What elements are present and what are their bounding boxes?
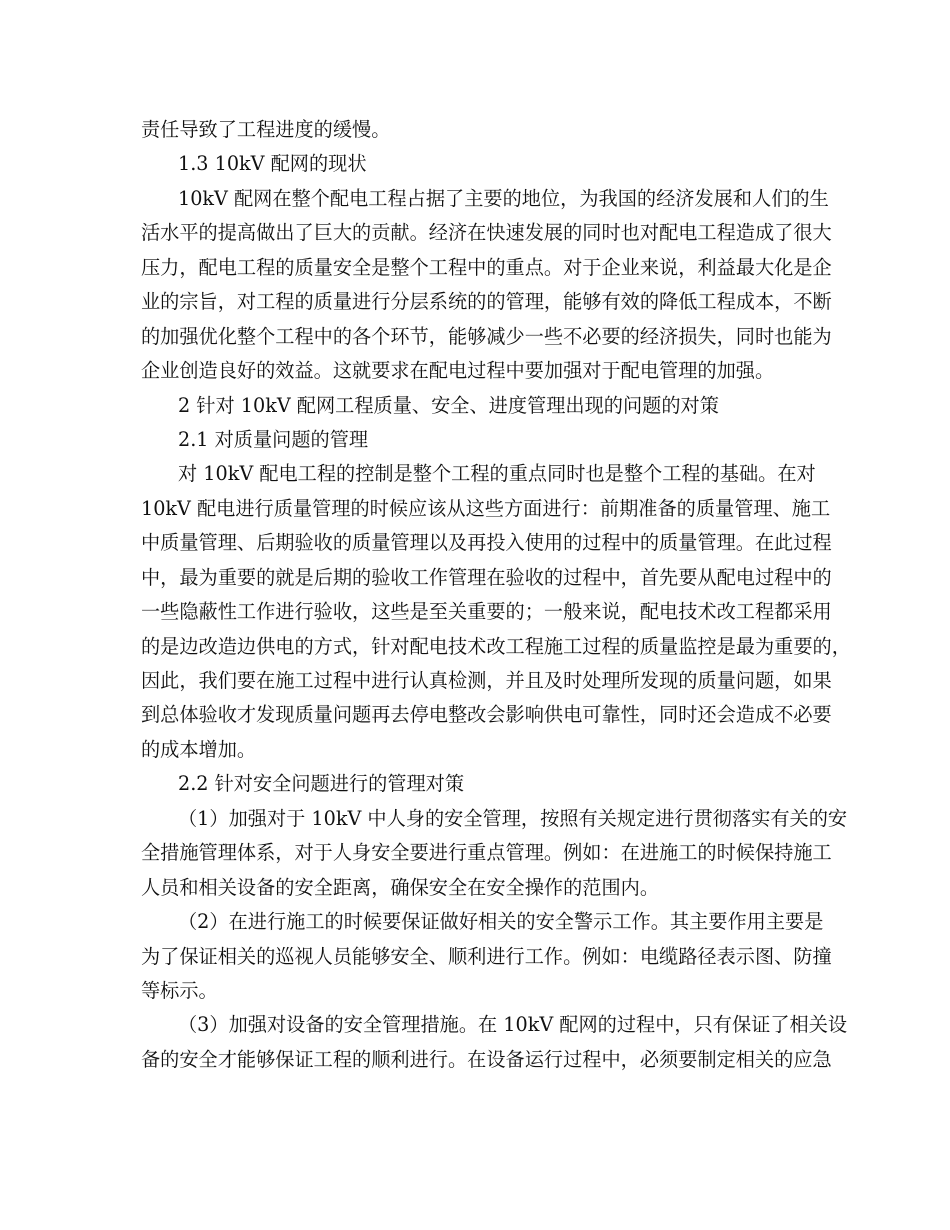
document-body <box>141 113 851 1077</box>
list-item-line: （1）加强对于 10kV 中人身的安全管理，按照有关规定进行贯彻落实有关的安 <box>178 806 848 830</box>
section-heading-1-3: 1.3 10kV 配网的现状 <box>178 152 367 176</box>
section-heading-2-2: 2.2 针对安全问题进行的管理对策 <box>178 772 465 796</box>
body-line: 一些隐蔽性工作进行验收，这些是至关重要的；一般来说，配电技术改工程都采用 <box>141 600 832 624</box>
body-line: 的成本增加。 <box>141 737 257 761</box>
body-line: 对 10kV 配电工程的控制是整个工程的重点同时也是整个工程的基础。在对 <box>178 462 816 486</box>
body-line: 人员和相关设备的安全距离，确保安全在安全操作的范围内。 <box>141 875 660 899</box>
body-line: 全措施管理体系，对于人身安全要进行重点管理。例如：在进施工的时候保持施工 <box>141 841 832 865</box>
body-line: 企业创造良好的效益。这就要求在配电过程中要加强对于配电管理的加强。 <box>141 359 775 383</box>
body-line: 等标示。 <box>141 978 218 1002</box>
section-heading-2: 2 针对 10kV 配网工程质量、安全、进度管理出现的问题的对策 <box>178 393 719 417</box>
section-heading-2-1: 2.1 对质量问题的管理 <box>178 427 369 451</box>
body-line: 10kV 配网在整个配电工程占据了主要的地位，为我国的经济发展和人们的生 <box>178 186 829 210</box>
body-line: 业的宗旨，对工程的质量进行分层系统的的管理，能够有效的降低工程成本，不断 <box>141 290 832 314</box>
body-line: 压力，配电工程的质量安全是整个工程中的重点。对于企业来说，利益最大化是企 <box>141 255 832 279</box>
body-line: 中质量管理、后期验收的质量管理以及再投入使用的过程中的质量管理。在此过程 <box>141 531 832 555</box>
body-line: 中，最为重要的就是后期的验收工作管理在验收的过程中，首先要从配电过程中的 <box>141 565 832 589</box>
body-line: 为了保证相关的巡视人员能够安全、顺利进行工作。例如：电缆路径表示图、防撞 <box>141 944 832 968</box>
body-line: 备的安全才能够保证工程的顺利进行。在设备运行过程中，必须要制定相关的应急 <box>141 1047 832 1071</box>
body-line: 的加强优化整个工程中的各个环节，能够减少一些不必要的经济损失，同时也能为 <box>141 324 832 348</box>
body-line: 的是边改造边供电的方式，针对配电技术改工程施工过程的质量监控是最为重要的， <box>141 634 851 658</box>
body-line: 10kV 配电进行质量管理的时候应该从这些方面进行：前期准备的质量管理、施工 <box>141 496 831 520</box>
list-item-line: （3）加强对设备的安全管理措施。在 10kV 配网的过程中，只有保证了相关设 <box>178 1013 848 1037</box>
body-line: 到总体验收才发现质量问题再去停电整改会影响供电可靠性，同时还会造成不必要 <box>141 703 832 727</box>
body-line: 活水平的提高做出了巨大的贡献。经济在快速发展的同时也对配电工程造成了很大 <box>141 221 832 245</box>
body-line: 因此，我们要在施工过程中进行认真检测，并且及时处理所发现的质量问题，如果 <box>141 669 832 692</box>
body-line: 责任导致了工程进度的缓慢。 <box>141 118 391 141</box>
list-item-line: （2）在进行施工的时候要保证做好相关的安全警示工作。其主要作用主要是 <box>178 910 824 934</box>
